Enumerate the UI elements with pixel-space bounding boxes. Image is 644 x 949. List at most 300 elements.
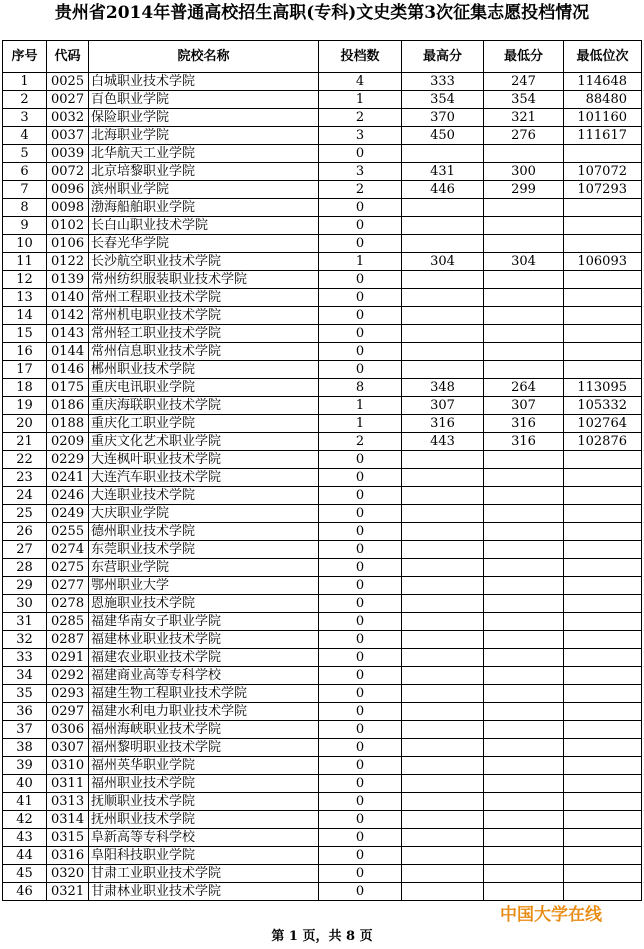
cell-min-score [484, 343, 564, 361]
cell-school-name: 长沙航空职业技术学院 [89, 253, 319, 271]
cell-school-name: 重庆海联职业技术学院 [89, 397, 319, 415]
cell-code: 0027 [47, 91, 89, 109]
cell-index: 24 [3, 487, 47, 505]
cell-school-name: 常州纺织服装职业技术学院 [89, 271, 319, 289]
cell-index: 34 [3, 667, 47, 685]
cell-min-rank: 101160 [564, 109, 642, 127]
cell-min-rank [564, 289, 642, 307]
cell-min-score [484, 631, 564, 649]
cell-code: 0291 [47, 649, 89, 667]
cell-index: 12 [3, 271, 47, 289]
cell-admitted-count: 0 [319, 469, 402, 487]
cell-admitted-count: 0 [319, 559, 402, 577]
cell-max-score [402, 451, 484, 469]
cell-school-name: 福州职业技术学院 [89, 775, 319, 793]
cell-admitted-count: 0 [319, 649, 402, 667]
cell-code: 0285 [47, 613, 89, 631]
cell-admitted-count: 0 [319, 721, 402, 739]
cell-max-score [402, 343, 484, 361]
cell-max-score [402, 793, 484, 811]
cell-min-rank [564, 325, 642, 343]
cell-admitted-count: 0 [319, 289, 402, 307]
cell-min-rank [564, 217, 642, 235]
cell-index: 23 [3, 469, 47, 487]
cell-min-rank [564, 667, 642, 685]
cell-min-rank [564, 811, 642, 829]
cell-admitted-count: 0 [319, 829, 402, 847]
cell-admitted-count: 0 [319, 307, 402, 325]
cell-index: 46 [3, 883, 47, 901]
table-row [3, 613, 642, 631]
cell-code: 0315 [47, 829, 89, 847]
cell-max-score [402, 865, 484, 883]
table-row [3, 649, 642, 667]
cell-school-name: 大连职业技术学院 [89, 487, 319, 505]
cell-code: 0306 [47, 721, 89, 739]
cell-min-rank [564, 883, 642, 901]
cell-max-score [402, 523, 484, 541]
cell-min-rank [564, 307, 642, 325]
cell-max-score [402, 883, 484, 901]
cell-max-score: 354 [402, 91, 484, 109]
cell-min-score: 321 [484, 109, 564, 127]
cell-min-score: 316 [484, 415, 564, 433]
table-row [3, 397, 642, 415]
column-header-max-score: 最高分 [402, 41, 484, 73]
cell-max-score [402, 289, 484, 307]
cell-max-score [402, 703, 484, 721]
cell-max-score [402, 145, 484, 163]
cell-min-score [484, 145, 564, 163]
table-row [3, 667, 642, 685]
cell-admitted-count: 0 [319, 487, 402, 505]
cell-school-name: 滨州职业学院 [89, 181, 319, 199]
cell-min-score: 354 [484, 91, 564, 109]
cell-code: 0143 [47, 325, 89, 343]
cell-min-score [484, 703, 564, 721]
table-row [3, 811, 642, 829]
cell-max-score: 316 [402, 415, 484, 433]
cell-index: 5 [3, 145, 47, 163]
cell-admitted-count: 0 [319, 523, 402, 541]
table-row [3, 343, 642, 361]
cell-admitted-count: 0 [319, 199, 402, 217]
cell-admitted-count: 0 [319, 883, 402, 901]
column-header-min-rank: 最低位次 [564, 41, 642, 73]
cell-index: 7 [3, 181, 47, 199]
table-row [3, 217, 642, 235]
cell-admitted-count: 0 [319, 451, 402, 469]
cell-school-name: 保险职业学院 [89, 109, 319, 127]
cell-index: 21 [3, 433, 47, 451]
cell-code: 0209 [47, 433, 89, 451]
cell-index: 44 [3, 847, 47, 865]
cell-min-rank [564, 559, 642, 577]
cell-min-rank [564, 451, 642, 469]
cell-max-score [402, 325, 484, 343]
cell-min-rank: 102876 [564, 433, 642, 451]
cell-min-rank [564, 865, 642, 883]
cell-max-score: 450 [402, 127, 484, 145]
cell-max-score [402, 739, 484, 757]
cell-min-score [484, 451, 564, 469]
cell-index: 37 [3, 721, 47, 739]
table-row [3, 361, 642, 379]
cell-min-score [484, 469, 564, 487]
table-row [3, 307, 642, 325]
cell-school-name: 常州轻工职业技术学院 [89, 325, 319, 343]
cell-min-score: 299 [484, 181, 564, 199]
cell-code: 0310 [47, 757, 89, 775]
document-title: 贵州省2014年普通高校招生高职(专科)文史类第3次征集志愿投档情况 [54, 3, 590, 23]
table-row [3, 487, 642, 505]
cell-school-name: 阜新高等专科学校 [89, 829, 319, 847]
cell-min-score [484, 199, 564, 217]
cell-admitted-count: 0 [319, 595, 402, 613]
cell-school-name: 福州海峡职业技术学院 [89, 721, 319, 739]
cell-code: 0144 [47, 343, 89, 361]
cell-min-score [484, 271, 564, 289]
cell-code: 0142 [47, 307, 89, 325]
cell-min-score: 304 [484, 253, 564, 271]
table-row [3, 703, 642, 721]
cell-max-score: 333 [402, 73, 484, 91]
cell-min-score [484, 595, 564, 613]
cell-max-score [402, 217, 484, 235]
cell-min-rank [564, 793, 642, 811]
table-row [3, 433, 642, 451]
cell-min-score [484, 739, 564, 757]
cell-code: 0275 [47, 559, 89, 577]
cell-school-name: 抚州职业技术学院 [89, 811, 319, 829]
cell-min-rank [564, 505, 642, 523]
cell-min-rank [564, 721, 642, 739]
cell-admitted-count: 0 [319, 667, 402, 685]
cell-index: 10 [3, 235, 47, 253]
cell-index: 40 [3, 775, 47, 793]
cell-admitted-count: 0 [319, 757, 402, 775]
cell-max-score [402, 757, 484, 775]
cell-min-score: 276 [484, 127, 564, 145]
cell-min-score: 264 [484, 379, 564, 397]
cell-min-rank [564, 343, 642, 361]
table-row [3, 109, 642, 127]
table-row [3, 865, 642, 883]
table-row [3, 253, 642, 271]
cell-code: 0274 [47, 541, 89, 559]
cell-min-score [484, 235, 564, 253]
table-row [3, 271, 642, 289]
cell-max-score [402, 235, 484, 253]
cell-school-name: 白城职业技术学院 [89, 73, 319, 91]
table-row [3, 829, 642, 847]
cell-index: 2 [3, 91, 47, 109]
cell-max-score: 431 [402, 163, 484, 181]
cell-school-name: 重庆电讯职业学院 [89, 379, 319, 397]
column-header-school-name: 院校名称 [89, 41, 319, 73]
cell-admitted-count: 0 [319, 145, 402, 163]
cell-min-rank [564, 649, 642, 667]
table-row [3, 559, 642, 577]
cell-max-score [402, 721, 484, 739]
cell-max-score [402, 775, 484, 793]
cell-min-score [484, 217, 564, 235]
cell-admitted-count: 0 [319, 739, 402, 757]
table-row [3, 739, 642, 757]
cell-min-score [484, 505, 564, 523]
cell-admitted-count: 8 [319, 379, 402, 397]
cell-school-name: 福建商业高等专科学校 [89, 667, 319, 685]
cell-code: 0293 [47, 685, 89, 703]
cell-code: 0297 [47, 703, 89, 721]
cell-min-score [484, 811, 564, 829]
cell-index: 29 [3, 577, 47, 595]
cell-admitted-count: 2 [319, 181, 402, 199]
cell-min-rank [564, 199, 642, 217]
cell-min-score [484, 541, 564, 559]
cell-min-rank [564, 757, 642, 775]
table-row [3, 127, 642, 145]
table-row [3, 775, 642, 793]
cell-index: 17 [3, 361, 47, 379]
cell-index: 16 [3, 343, 47, 361]
table-row [3, 577, 642, 595]
cell-code: 0292 [47, 667, 89, 685]
cell-min-rank [564, 847, 642, 865]
cell-admitted-count: 1 [319, 397, 402, 415]
cell-max-score [402, 667, 484, 685]
cell-admitted-count: 0 [319, 271, 402, 289]
cell-min-score [484, 721, 564, 739]
cell-min-score: 307 [484, 397, 564, 415]
cell-index: 32 [3, 631, 47, 649]
table-row [3, 199, 642, 217]
cell-min-rank [564, 739, 642, 757]
watermark-logo: 中国大学在线 [500, 905, 602, 925]
cell-school-name: 福建水利电力职业技术学院 [89, 703, 319, 721]
cell-index: 6 [3, 163, 47, 181]
admission-table [2, 40, 642, 901]
cell-min-rank: 106093 [564, 253, 642, 271]
cell-min-score [484, 325, 564, 343]
cell-max-score [402, 487, 484, 505]
cell-code: 0277 [47, 577, 89, 595]
cell-admitted-count: 0 [319, 775, 402, 793]
cell-admitted-count: 0 [319, 361, 402, 379]
cell-school-name: 北京培黎职业学院 [89, 163, 319, 181]
table-header-row [3, 41, 642, 73]
cell-max-score [402, 595, 484, 613]
cell-code: 0102 [47, 217, 89, 235]
cell-index: 13 [3, 289, 47, 307]
cell-min-rank: 88480 [564, 91, 642, 109]
cell-index: 8 [3, 199, 47, 217]
cell-admitted-count: 0 [319, 847, 402, 865]
table-row [3, 883, 642, 901]
cell-min-rank [564, 595, 642, 613]
cell-school-name: 福建林业职业技术学院 [89, 631, 319, 649]
cell-school-name: 福建生物工程职业技术学院 [89, 685, 319, 703]
cell-index: 25 [3, 505, 47, 523]
cell-min-rank: 102764 [564, 415, 642, 433]
cell-admitted-count: 0 [319, 865, 402, 883]
cell-min-score [484, 775, 564, 793]
cell-min-score [484, 883, 564, 901]
cell-max-score: 304 [402, 253, 484, 271]
cell-admitted-count: 0 [319, 325, 402, 343]
cell-index: 33 [3, 649, 47, 667]
cell-code: 0241 [47, 469, 89, 487]
table-row [3, 523, 642, 541]
cell-admitted-count: 1 [319, 415, 402, 433]
cell-min-score [484, 361, 564, 379]
cell-code: 0188 [47, 415, 89, 433]
cell-code: 0316 [47, 847, 89, 865]
cell-school-name: 郴州职业技术学院 [89, 361, 319, 379]
table-row [3, 685, 642, 703]
cell-code: 0096 [47, 181, 89, 199]
cell-index: 27 [3, 541, 47, 559]
cell-code: 0072 [47, 163, 89, 181]
cell-min-score [484, 289, 564, 307]
cell-school-name: 百色职业学院 [89, 91, 319, 109]
cell-admitted-count: 0 [319, 811, 402, 829]
cell-max-score [402, 307, 484, 325]
cell-max-score [402, 829, 484, 847]
cell-school-name: 福州黎明职业技术学院 [89, 739, 319, 757]
cell-max-score: 307 [402, 397, 484, 415]
cell-index: 11 [3, 253, 47, 271]
cell-school-name: 福建农业职业技术学院 [89, 649, 319, 667]
cell-admitted-count: 2 [319, 433, 402, 451]
table-row [3, 793, 642, 811]
cell-admitted-count: 0 [319, 577, 402, 595]
cell-code: 0246 [47, 487, 89, 505]
cell-index: 38 [3, 739, 47, 757]
page-footer: 第 1 页，共 8 页 [271, 929, 373, 944]
cell-admitted-count: 0 [319, 505, 402, 523]
cell-index: 1 [3, 73, 47, 91]
cell-admitted-count: 4 [319, 73, 402, 91]
cell-admitted-count: 0 [319, 235, 402, 253]
table-row [3, 73, 642, 91]
cell-max-score [402, 613, 484, 631]
column-header-min-score: 最低分 [484, 41, 564, 73]
cell-index: 36 [3, 703, 47, 721]
cell-min-rank: 105332 [564, 397, 642, 415]
cell-index: 14 [3, 307, 47, 325]
cell-min-rank: 114648 [564, 73, 642, 91]
cell-min-score [484, 865, 564, 883]
cell-index: 4 [3, 127, 47, 145]
cell-code: 0311 [47, 775, 89, 793]
cell-admitted-count: 2 [319, 109, 402, 127]
cell-code: 0287 [47, 631, 89, 649]
table-row [3, 325, 642, 343]
cell-school-name: 渤海船舶职业学院 [89, 199, 319, 217]
cell-admitted-count: 0 [319, 793, 402, 811]
cell-school-name: 常州信息职业技术学院 [89, 343, 319, 361]
cell-min-rank [564, 829, 642, 847]
table-row [3, 379, 642, 397]
cell-min-rank [564, 631, 642, 649]
column-header-code: 代码 [47, 41, 89, 73]
cell-max-score: 370 [402, 109, 484, 127]
table-row [3, 235, 642, 253]
cell-code: 0321 [47, 883, 89, 901]
cell-admitted-count: 1 [319, 91, 402, 109]
cell-max-score [402, 199, 484, 217]
cell-max-score: 348 [402, 379, 484, 397]
cell-index: 20 [3, 415, 47, 433]
cell-school-name: 甘肃林业职业技术学院 [89, 883, 319, 901]
cell-code: 0039 [47, 145, 89, 163]
cell-school-name: 重庆化工职业学院 [89, 415, 319, 433]
cell-min-rank: 107293 [564, 181, 642, 199]
cell-admitted-count: 0 [319, 631, 402, 649]
cell-code: 0025 [47, 73, 89, 91]
cell-school-name: 长白山职业技术学院 [89, 217, 319, 235]
cell-admitted-count: 3 [319, 163, 402, 181]
cell-code: 0139 [47, 271, 89, 289]
cell-admitted-count: 0 [319, 685, 402, 703]
cell-admitted-count: 0 [319, 541, 402, 559]
cell-school-name: 鄂州职业大学 [89, 577, 319, 595]
table-body [3, 73, 642, 901]
cell-max-score [402, 559, 484, 577]
cell-school-name: 大连枫叶职业技术学院 [89, 451, 319, 469]
cell-code: 0278 [47, 595, 89, 613]
cell-min-rank [564, 145, 642, 163]
cell-min-rank: 113095 [564, 379, 642, 397]
cell-max-score [402, 631, 484, 649]
table-row [3, 469, 642, 487]
cell-min-rank [564, 361, 642, 379]
cell-code: 0037 [47, 127, 89, 145]
cell-code: 0122 [47, 253, 89, 271]
cell-min-rank: 111617 [564, 127, 642, 145]
cell-max-score [402, 271, 484, 289]
table-row [3, 91, 642, 109]
cell-min-score [484, 577, 564, 595]
cell-code: 0320 [47, 865, 89, 883]
cell-min-score [484, 613, 564, 631]
table-row [3, 289, 642, 307]
cell-min-rank [564, 541, 642, 559]
cell-school-name: 恩施职业技术学院 [89, 595, 319, 613]
cell-code: 0175 [47, 379, 89, 397]
cell-school-name: 大庆职业学院 [89, 505, 319, 523]
cell-max-score [402, 577, 484, 595]
cell-min-score: 316 [484, 433, 564, 451]
table-row [3, 505, 642, 523]
cell-min-rank [564, 775, 642, 793]
cell-max-score [402, 541, 484, 559]
cell-school-name: 常州工程职业技术学院 [89, 289, 319, 307]
cell-index: 31 [3, 613, 47, 631]
column-header-admitted-count: 投档数 [319, 41, 402, 73]
cell-index: 42 [3, 811, 47, 829]
cell-admitted-count: 0 [319, 613, 402, 631]
cell-code: 0140 [47, 289, 89, 307]
cell-min-score [484, 649, 564, 667]
cell-code: 0106 [47, 235, 89, 253]
cell-school-name: 长春光华学院 [89, 235, 319, 253]
cell-min-rank [564, 685, 642, 703]
cell-code: 0249 [47, 505, 89, 523]
cell-school-name: 北海职业学院 [89, 127, 319, 145]
cell-school-name: 东营职业学院 [89, 559, 319, 577]
